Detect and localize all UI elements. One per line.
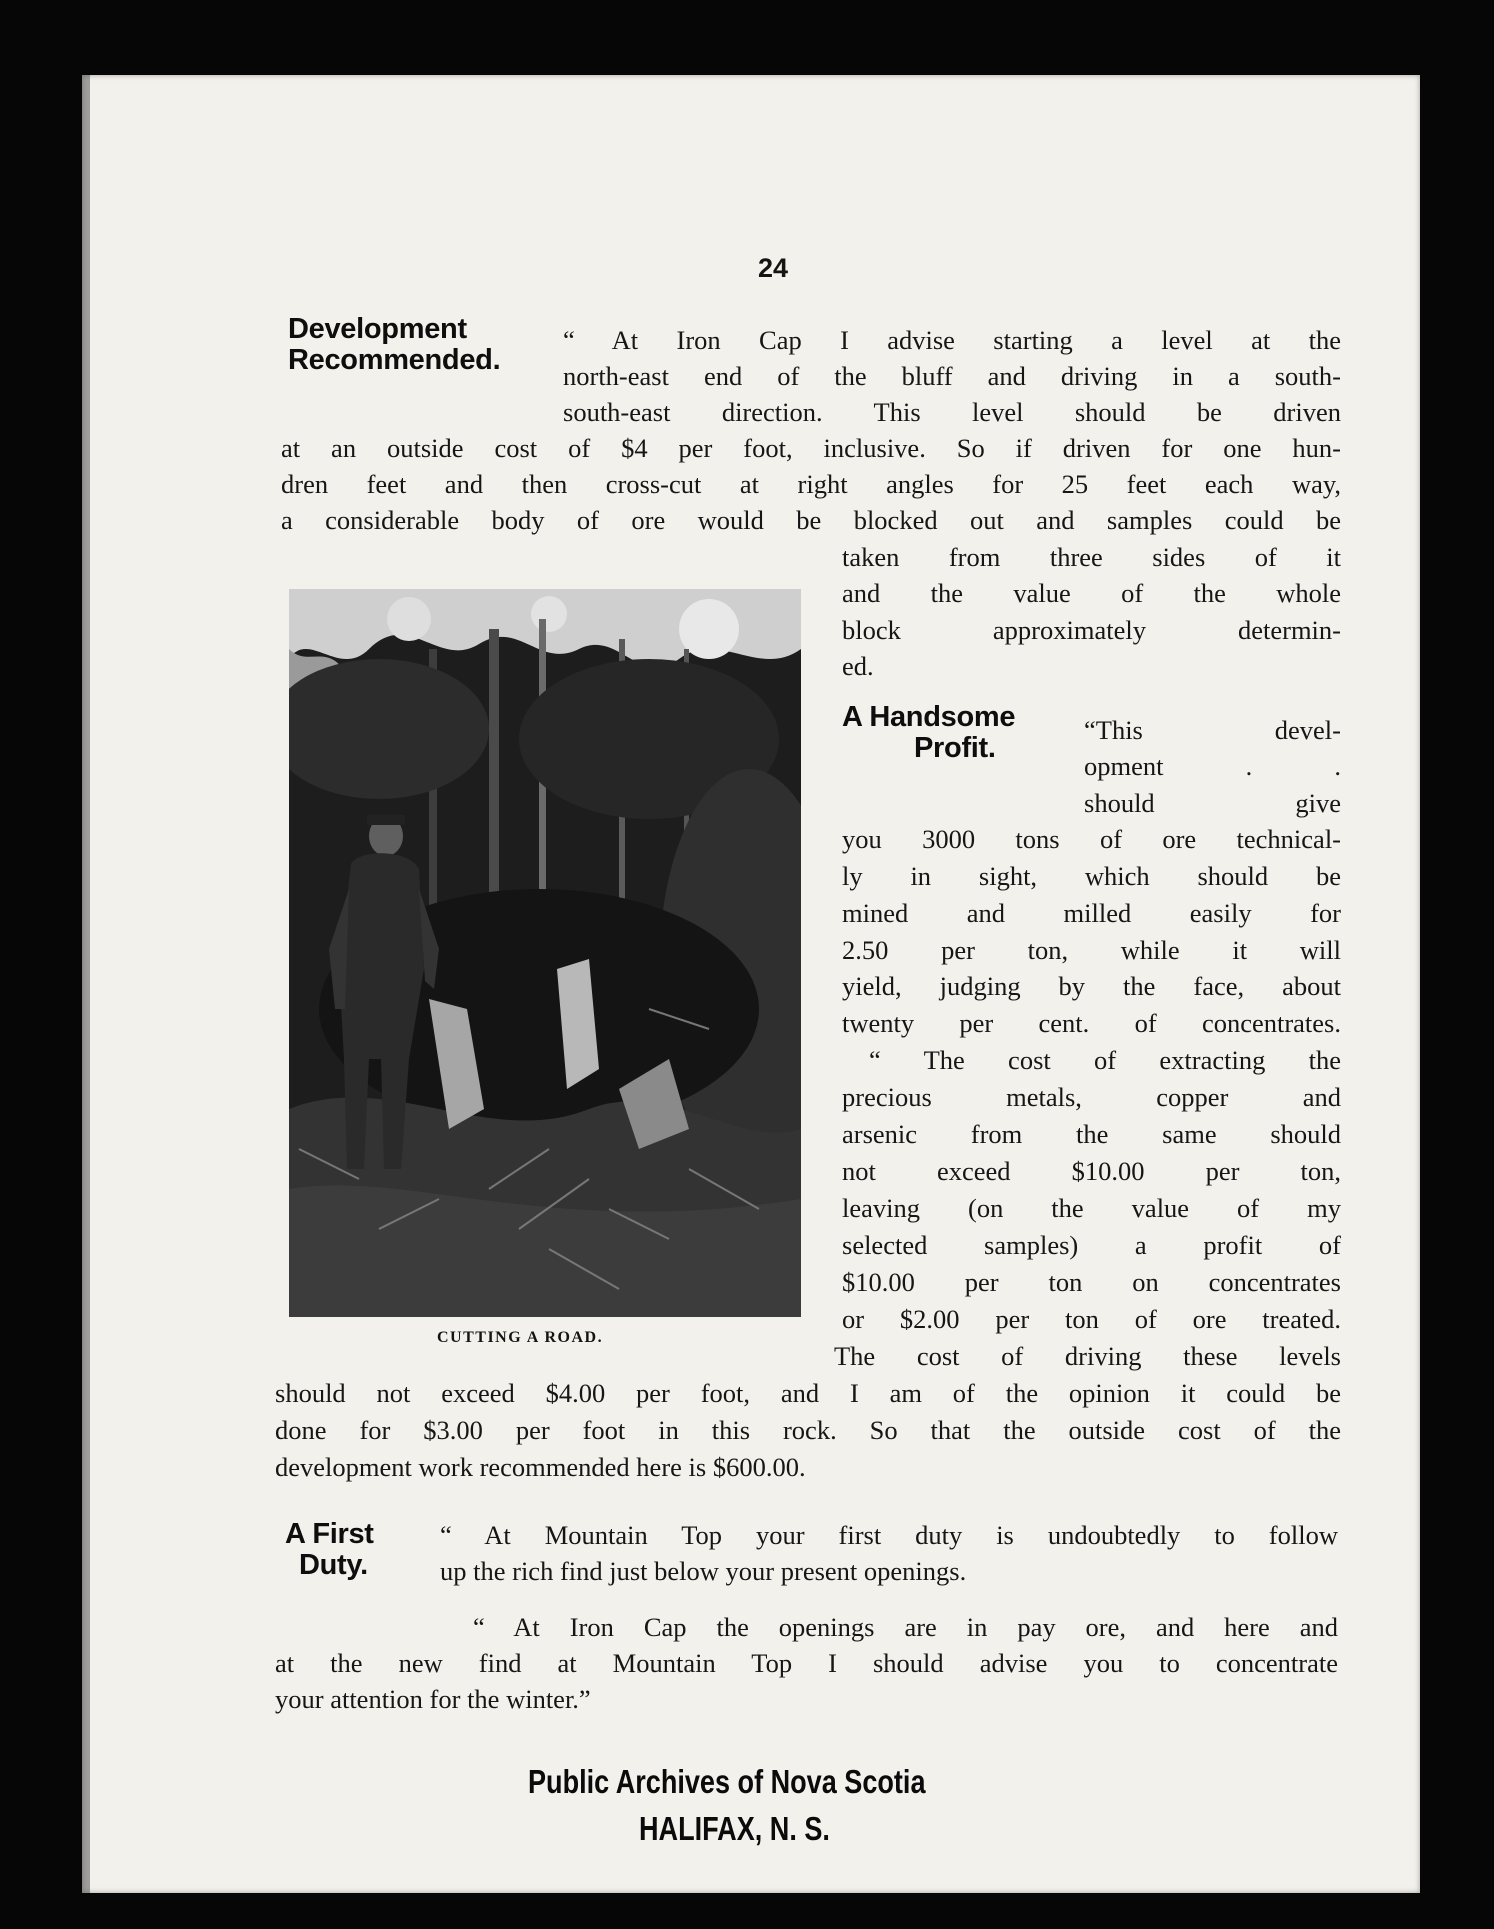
body-line: “ At Iron Cap the openings are in pay ore, and here and — [473, 1612, 1338, 1642]
body-line: 2.50 per ton, while it will — [842, 935, 1341, 965]
body-line: yield, judging by the face, about — [842, 971, 1341, 1001]
body-line: at an outside cost of $4 per foot, inclusive. So if driven for one hun- — [281, 433, 1341, 463]
body-line: leaving (on the value of my — [842, 1193, 1341, 1223]
side-heading-development-line1: Development — [288, 313, 467, 345]
body-line: your attention for the winter.” — [275, 1684, 591, 1714]
archive-stamp-line1: Public Archives of Nova Scotia — [528, 1763, 926, 1800]
body-line: dren feet and then cross-cut at right angles for 25 feet each way, — [281, 469, 1341, 499]
body-line: block approximately determin- — [842, 615, 1341, 645]
photo-caption: CUTTING A ROAD. — [437, 1329, 604, 1346]
document-page — [82, 75, 1420, 1893]
body-line: you 3000 tons of ore technical- — [842, 824, 1341, 854]
body-line: “ The cost of extracting the — [869, 1045, 1341, 1075]
side-heading-first-duty-line2: Duty. — [299, 1549, 368, 1581]
body-line: opment . . — [1084, 751, 1341, 781]
side-heading-first-duty — [285, 1519, 405, 1581]
body-line: precious metals, copper and — [842, 1082, 1341, 1112]
body-line: twenty per cent. of concentrates. — [842, 1008, 1341, 1038]
body-line: a considerable body of ore would be blocked out and samples could be — [281, 505, 1341, 535]
photo-cutting-a-road — [289, 589, 801, 1317]
body-line: ed. — [842, 651, 874, 681]
body-line: arsenic from the same should — [842, 1119, 1341, 1149]
body-line: at the new find at Mountain Top I should advise you to concentrate — [275, 1648, 1338, 1678]
body-line: done for $3.00 per foot in this rock. So that the outside cost of the — [275, 1415, 1341, 1445]
side-heading-first-duty-line1: A First — [285, 1518, 374, 1550]
body-line: “ At Mountain Top your first duty is undoubtedly to follow — [440, 1520, 1338, 1550]
body-line: The cost of driving these levels — [834, 1341, 1341, 1371]
side-heading-development — [288, 314, 500, 376]
body-line: “ At Iron Cap I advise starting a level at the — [563, 325, 1341, 355]
body-line: should give — [1084, 788, 1341, 818]
body-line: up the rich find just below your present openings. — [440, 1556, 967, 1586]
body-line: mined and milled easily for — [842, 898, 1341, 928]
body-line: ly in sight, which should be — [842, 861, 1341, 891]
body-line: $10.00 per ton on concentrates — [842, 1267, 1341, 1297]
side-heading-profit-line2: Profit. — [914, 732, 996, 764]
body-line: north-east end of the bluff and driving in a south- — [563, 361, 1341, 391]
side-heading-development-line2: Recommended. — [288, 344, 501, 376]
body-line: and the value of the whole — [842, 578, 1341, 608]
body-line: south-east direction. This level should be driven — [563, 397, 1341, 427]
forest-photo-illustration — [289, 589, 801, 1317]
body-line: taken from three sides of it — [842, 542, 1341, 572]
body-line: or $2.00 per ton of ore treated. — [842, 1304, 1341, 1334]
body-line: selected samples) a profit of — [842, 1230, 1341, 1260]
side-heading-profit — [842, 702, 1052, 764]
body-line: “This devel- — [1084, 715, 1341, 745]
body-line: development work recommended here is $600.00. — [275, 1452, 806, 1482]
body-line: not exceed $10.00 per ton, — [842, 1156, 1341, 1186]
side-heading-profit-line1: A Handsome — [842, 701, 1016, 733]
body-line: should not exceed $4.00 per foot, and I am of the opinion it could be — [275, 1378, 1341, 1408]
page-number: 24 — [758, 253, 789, 283]
archive-stamp-line2: HALIFAX, N. S. — [639, 1810, 830, 1847]
